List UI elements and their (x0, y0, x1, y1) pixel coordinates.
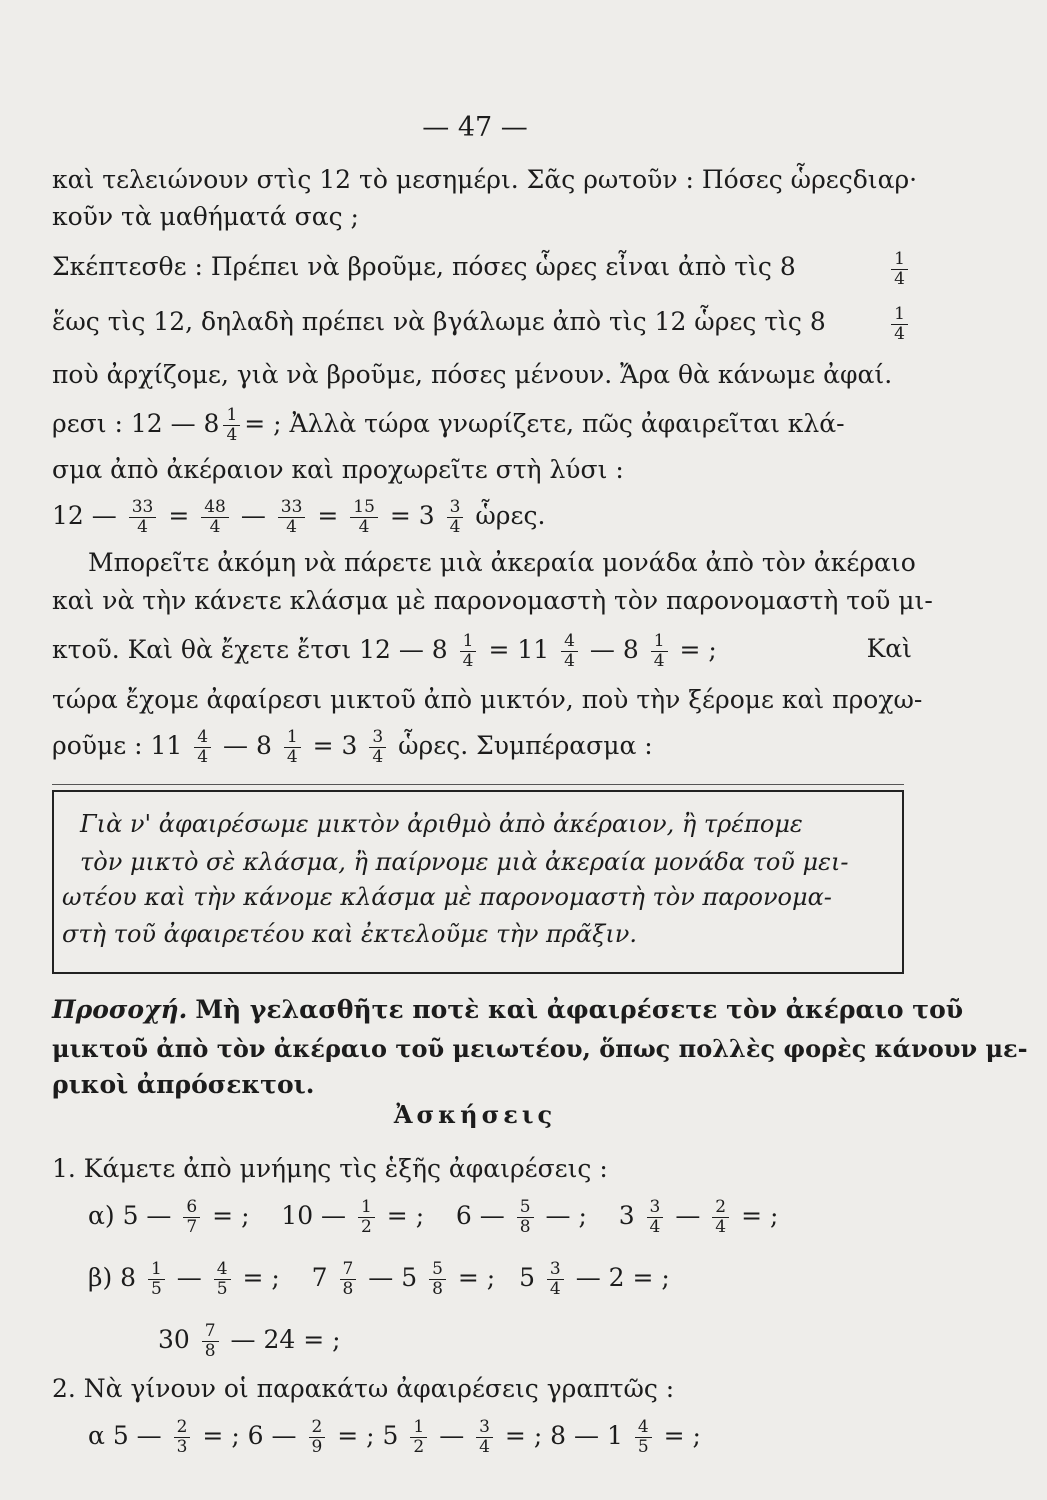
denominator: 4 (286, 747, 298, 767)
denominator: 2 (413, 1437, 425, 1457)
text-span: = ; (242, 1263, 280, 1292)
numerator: 33 (129, 498, 157, 518)
text-line: κοῦν τὰ μαθήματά σας ; (52, 202, 359, 231)
numerator: 48 (201, 498, 229, 518)
attention-line: μικτοῦ ἀπὸ τὸν ἀκέραιο τοῦ μειωτέου, ὅπως πολλὲς φορὲς κάνουν με- (52, 1034, 1028, 1063)
numerator: 2 (174, 1418, 191, 1438)
denominator: 5 (637, 1437, 649, 1457)
text-span: ρεσι : 12 — 8 (52, 409, 220, 438)
text-span: — (176, 1263, 202, 1292)
denominator: 4 (372, 747, 384, 767)
numerator: 3 (647, 1198, 664, 1218)
fraction (183, 1198, 200, 1237)
text-span: = ; (386, 1201, 425, 1230)
text-span: — ; (545, 1201, 587, 1230)
fraction (284, 728, 301, 767)
text-span: 10 — (281, 1201, 347, 1230)
fraction (547, 1260, 564, 1299)
denominator: 4 (564, 651, 575, 671)
denominator: 4 (449, 517, 461, 537)
denominator: 5 (151, 1279, 162, 1299)
equation-line (52, 498, 912, 537)
text-span: καὶ τελειώνουν στὶς 12 τὸ μεσημέρι. Σᾶς ρωτοῦν : Πόσες ὧρες (52, 165, 853, 194)
exercise-row (158, 1314, 341, 1366)
denominator: 4 (462, 651, 474, 671)
denominator: 2 (361, 1217, 372, 1237)
text-span: διαρ· (852, 165, 918, 194)
exercise-prompt: 2. Νὰ γίνουν οἱ παρακάτω ἀφαιρέσεις γραπτῶς : (52, 1374, 675, 1403)
text-span: 3 (618, 1201, 635, 1230)
denominator: 5 (216, 1279, 228, 1299)
numerator: 15 (350, 498, 378, 518)
fraction (194, 728, 211, 767)
attention-label: Προσοχή. (52, 995, 188, 1024)
text-line: τώρα ἔχομε ἀφαίρεσι μικτοῦ ἀπὸ μικτόν, ποὺ τὴν ξέρομε καὶ προχω- (52, 685, 923, 714)
text-span: ροῦμε : 11 (52, 731, 183, 760)
numerator: 1 (651, 632, 668, 652)
exercises-title: Ἀσκήσεις (393, 1100, 557, 1129)
text-span: = ; (457, 1263, 496, 1292)
attention-line (52, 993, 964, 1027)
text-span: Μὴ γελασθῆτε ποτὲ καὶ ἀφαιρέσετε τὸν ἀκέραιο τοῦ (195, 995, 964, 1024)
text-line (52, 406, 912, 445)
fraction (712, 1198, 729, 1237)
fraction (517, 1198, 534, 1237)
denominator: 4 (197, 747, 209, 767)
numerator: 1 (284, 728, 301, 748)
text-span: = ; Ἀλλὰ τώρα γνωρίζετε, πῶς ἀφαιρεῖται κλά- (244, 409, 845, 438)
numerator: 1 (460, 632, 477, 652)
text-span: = 3 (312, 731, 358, 760)
text-span: Σκέπτεσθε : Πρέπει νὰ βροῦμε, πόσες ὧρες εἶναι ἀπὸ τὶς 8 (52, 252, 796, 281)
numerator: 1 (410, 1418, 427, 1438)
text-span: 5 (519, 1263, 535, 1292)
rule-line: ωτέου καὶ τὴν κάνομε κλάσμα μὲ παρονομαστὴ τὸν παρονομα- (62, 883, 832, 911)
denominator: 3 (176, 1437, 188, 1457)
fraction (350, 498, 378, 537)
text-span: — 2 = ; (575, 1263, 670, 1292)
text-span: = (317, 501, 339, 530)
numerator: 7 (202, 1322, 219, 1342)
text-line (52, 163, 918, 197)
exercise-row (88, 1410, 701, 1462)
text-span: α) 5 — (88, 1201, 172, 1230)
text-line: καὶ νὰ τὴν κάνετε κλάσμα μὲ παρονομαστὴ τὸν παρονομαστὴ τοῦ μι- (52, 586, 933, 615)
denominator: 4 (358, 517, 370, 537)
text-line: Μπορεῖτε ἀκόμη νὰ πάρετε μιὰ ἀκεραία μονάδα ἀπὸ τὸν ἀκέραιο (88, 548, 916, 577)
text-span: = ; (663, 1421, 701, 1450)
text-span: — 8 (589, 635, 639, 664)
fraction (447, 498, 464, 537)
denominator: 8 (204, 1341, 216, 1361)
numerator: 3 (369, 728, 386, 748)
text-span: 6 — (455, 1201, 505, 1230)
denominator: 8 (342, 1279, 354, 1299)
denominator: 4 (549, 1279, 561, 1299)
fraction (369, 728, 386, 767)
text-span: α 5 — (88, 1421, 162, 1450)
text-line: σμα ἀπὸ ἀκέραιον καὶ προχωρεῖτε στὴ λύσι : (52, 455, 624, 484)
text-span: — 24 = ; (230, 1325, 341, 1354)
fraction (148, 1260, 165, 1299)
text-span: 12 — (52, 501, 117, 530)
text-span: = ; (679, 635, 717, 664)
text-line (52, 250, 912, 289)
fraction (201, 498, 229, 537)
fraction (891, 250, 908, 289)
numerator: 1 (891, 305, 908, 325)
text-span: — 5 (368, 1263, 418, 1292)
denominator: 4 (226, 425, 238, 445)
attention-line: ρικοὶ ἀπρόσεκτοι. (52, 1070, 315, 1099)
numerator: 2 (309, 1418, 326, 1438)
denominator: 4 (649, 1217, 661, 1237)
text-span: Καὶ (866, 634, 912, 663)
text-span: — (439, 1421, 465, 1450)
fraction (635, 1418, 652, 1457)
fraction (891, 305, 908, 344)
fraction (174, 1418, 191, 1457)
fraction (129, 498, 157, 537)
text-span: — (240, 501, 266, 530)
fraction (647, 1198, 664, 1237)
equation-line (52, 632, 912, 671)
text-span: = ; (212, 1201, 250, 1230)
denominator: 9 (311, 1437, 323, 1457)
text-span: ὧρες. (475, 501, 546, 530)
rule-line: Γιὰ ν' ἀφαιρέσωμε μικτὸν ἀριθμὸ ἀπὸ ἀκέραιον, ἢ τρέπομε (80, 810, 803, 838)
text-span: = ; 8 — 1 (504, 1421, 623, 1450)
denominator: 8 (432, 1279, 443, 1299)
numerator: 1 (223, 406, 240, 426)
exercise-row (88, 1190, 778, 1242)
numerator: 5 (429, 1260, 446, 1280)
fraction (476, 1418, 493, 1457)
text-span: = 3 (389, 501, 435, 530)
fraction (340, 1260, 357, 1299)
denominator: 8 (519, 1217, 531, 1237)
fraction (214, 1260, 231, 1299)
numerator: 7 (340, 1260, 357, 1280)
fraction (561, 632, 578, 671)
fraction (651, 632, 668, 671)
divider (52, 784, 904, 785)
numerator: 6 (183, 1198, 200, 1218)
page-number: — 47 — (422, 112, 528, 143)
text-span: κτοῦ. Καὶ θὰ ἔχετε ἔτσι 12 — 8 (52, 635, 448, 664)
text-span: = ; (741, 1201, 779, 1230)
fraction (358, 1198, 375, 1237)
fraction (278, 498, 306, 537)
text-span: = ; 6 — (202, 1421, 297, 1450)
text-line: ποὺ ἀρχίζομε, γιὰ νὰ βροῦμε, πόσες μένουν. Ἄρα θὰ κάνωμε ἀφαί. (52, 360, 893, 389)
denominator: 4 (894, 269, 905, 289)
fraction (202, 1322, 219, 1361)
fraction (460, 632, 477, 671)
fraction (309, 1418, 326, 1457)
denominator: 4 (653, 651, 665, 671)
numerator: 3 (447, 498, 464, 518)
text-span: 30 (158, 1325, 190, 1354)
rule-line: τὸν μικτὸ σὲ κλάσμα, ἢ παίρνομε μιὰ ἀκεραία μονάδα τοῦ μει- (80, 848, 849, 876)
denominator: 4 (137, 517, 148, 537)
rule-line: στὴ τοῦ ἀφαιρετέου καὶ ἐκτελοῦμε τὴν πρᾶξιν. (62, 920, 637, 948)
exercise-row (88, 1252, 670, 1304)
denominator: 4 (479, 1437, 490, 1457)
text-span (52, 632, 717, 671)
text-span: = ; 5 (337, 1421, 399, 1450)
denominator: 4 (894, 324, 905, 344)
text-span: ὧρες. Συμπέρασμα : (398, 731, 653, 760)
fraction (429, 1260, 446, 1299)
text-span: β) 8 (88, 1263, 137, 1292)
exercise-prompt: 1. Κάμετε ἀπὸ μνήμης τὶς ἑξῆς ἀφαιρέσεις : (52, 1154, 608, 1183)
text-span: — (675, 1201, 701, 1230)
numerator: 3 (476, 1418, 493, 1438)
numerator: 1 (891, 250, 908, 270)
text-line (52, 305, 912, 344)
fraction (223, 406, 240, 445)
numerator: 4 (194, 728, 211, 748)
denominator: 4 (209, 517, 221, 537)
denominator: 4 (286, 517, 297, 537)
numerator: 2 (712, 1198, 729, 1218)
text-span: 7 (311, 1263, 328, 1292)
numerator: 4 (214, 1260, 231, 1280)
numerator: 4 (635, 1418, 652, 1438)
denominator: 7 (186, 1217, 198, 1237)
numerator: 1 (148, 1260, 165, 1280)
fraction (410, 1418, 427, 1457)
text-span: — 8 (223, 731, 272, 760)
text-span: ἕως τὶς 12, δηλαδὴ πρέπει νὰ βγάλωμε ἀπὸ τὶς 12 ὧρες τὶς 8 (52, 307, 826, 336)
numerator: 5 (517, 1198, 534, 1218)
numerator: 33 (278, 498, 306, 518)
text-span: = 11 (488, 635, 550, 664)
numerator: 1 (358, 1198, 375, 1218)
denominator: 4 (715, 1217, 727, 1237)
numerator: 4 (561, 632, 578, 652)
text-span: = (168, 501, 190, 530)
numerator: 3 (547, 1260, 564, 1280)
equation-line (52, 728, 912, 767)
